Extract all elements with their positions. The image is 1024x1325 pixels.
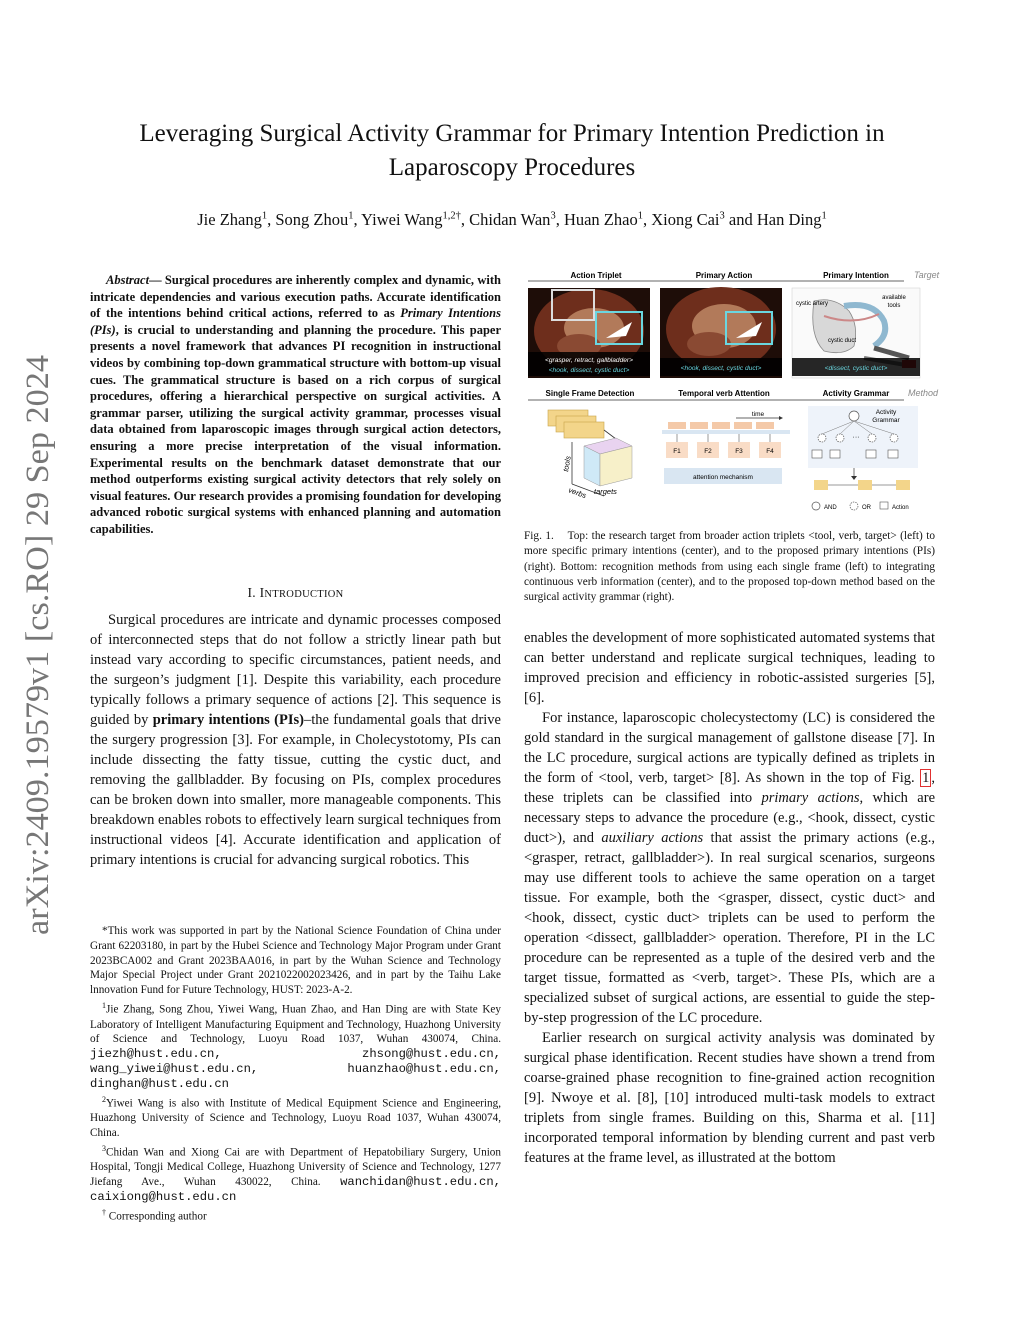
fig-method-label: Method xyxy=(908,388,939,398)
author: Xiong Cai$^3$ xyxy=(651,210,725,229)
abstract-text-cont: , is crucial to understanding and planning the procedure. This paper presents a novel framework that advances PI recognition in instructional videos by combining top-down grammatical structure with bottom-up visual cues. The grammatical structure is based on a rich corpus of surgical procedures, offering a hierarchical perspective on surgical activities. A grammar parser, utilizing the surgical activity grammar, processes visual data obtained from laparoscopic images through surgical action detectors, ensuring a more precise interpretation of the visual information. Experimental results on the benchmark dataset demonstrate that our method outperforms existing surgical activity detectors that rely solely on visual features. Our research provides a promising foundation for developing advanced robotic surgical systems with enhanced planning and automation capabilities. xyxy=(90,322,501,536)
laparoscopy-image-2 xyxy=(660,287,782,378)
grammar-title-1: Activity xyxy=(875,409,897,416)
temporal-attention-diagram xyxy=(662,411,790,484)
author: Yiwei Wang$^{1,2\dagger}$ xyxy=(361,210,461,229)
arxiv-stamp xyxy=(10,350,60,940)
caption-label: Fig. 1. xyxy=(524,530,554,542)
author: Jie Zhang$^1$ xyxy=(197,210,268,229)
legend-or: OR xyxy=(862,505,871,511)
fig-header-primary-action: Primary Action xyxy=(695,271,753,280)
feature-f2: F2 xyxy=(704,448,712,455)
author: Han Ding$^1$ xyxy=(756,210,827,229)
arxiv-stamp-text: arXiv:2409.19579v1 [cs.RO] 29 Sep 2024 xyxy=(20,375,56,935)
abstract-label: Abstract xyxy=(106,273,150,287)
cube-label-verbs: verbs xyxy=(567,485,588,501)
paragraph: Earlier research on surgical activity analysis was dominated by surgical phase identification. Recent studies have shown a trend from coarse-grained phase recognition to fine-grained action recognition [9]. Nwoye et al. [8], [10] introduced multi-task models to extract triplets from single frames. Building on this, Sharma et al. [11] incorporated temporal information by blending current and past verb features at the frame level, as illustrated at the bottom xyxy=(524,1030,935,1166)
fig-target-label: Target xyxy=(914,270,940,280)
key-term: primary intentions (PIs) xyxy=(152,712,304,728)
fig-header-activity-grammar: Activity Grammar xyxy=(822,389,890,398)
label-cystic-artery: cystic artery xyxy=(796,301,829,307)
laparoscopy-image-1 xyxy=(528,288,650,378)
feature-f1: F1 xyxy=(673,448,681,455)
author: Chidan Wan$^3$ xyxy=(469,210,556,229)
time-label: time xyxy=(751,411,765,418)
cube-label-tools: tools xyxy=(561,455,573,473)
footnotes xyxy=(90,924,501,1225)
abstract: Abstract— Surgical procedures are inherently complex and dynamic, with intricate dependencies and various execution paths. Accurate identification of the intentions behind critical actions, referred to as Primary Intentions (PIs), is crucial to understanding and planning the procedure. This paper presents a novel framework that advances PI recognition in instructional videos by combining top-down grammatical structure with bottom-up visual cues. The grammatical structure is based on a rich corpus of surgical procedures, offering a hierarchical perspective on surgical activities. A grammar parser, utilizing the surgical activity grammar, processes visual data obtained from laparoscopic images through surgical action detectors, ensuring a more precise interpretation of the visual information. Experimental results on the benchmark dataset demonstrate that our method outperforms existing surgical activity detectors that rely solely on visual features. Our research provides a promising foundation for developing advanced robotic surgical systems with enhanced planning and automation capabilities. xyxy=(90,273,502,536)
paragraph: For instance, laparoscopic cholecystectomy (LC) is considered the gold standard in the surgical management of gallstone disease [7]. In the LC procedure, surgical actions are typically defined as triplets in the form of <tool, verb, target> [8]. As shown in the top of Fig. 1 , these triplets can be classified into primary actions, which are necessary steps to advance the procedure (e.g., <hook, dissect, cystic duct>), and auxiliary actions that assist the primary actions (e.g., <grasper, retract, gallbladder>). In real surgical scenarios, surgeons may use different tools to achieve the same operation on a target tissue. For example, both the <grasper, dissect, cystic duct> and <hook, dissect, cystic duct> triplets can be used to perform the operation <dissect, gallbladder> operation. Therefore, PI in the LC procedure can be represented as a tuple of the desired verb and the target tissue, formatted as <verb, target>. These PIs, which are a specialized subset of surgical actions, are essential to guide the step-by-step progression of the LC procedure. xyxy=(524,710,936,1026)
label-tools: tools xyxy=(887,303,901,309)
fig-header-action-triplet: Action Triplet xyxy=(570,271,622,280)
feature-f3: F3 xyxy=(735,448,743,455)
primary-intention-illustration xyxy=(792,288,920,378)
grammar-title-2: Grammar xyxy=(872,417,900,424)
fig-header-single-frame: Single Frame Detection xyxy=(545,389,635,398)
paragraph: enables the development of more sophisticated automated systems that can better understand and replicate surgical techniques, leading to improved precision and efficiency in robotic-assisted surgeries [5], [6]. xyxy=(524,630,935,706)
img1-caption-2: <hook, dissect, cystic duct> xyxy=(548,367,630,374)
intro-paragraph: Surgical procedures are intricate and dynamic processes composed of interconnected steps that do not follow a strictly linear path but instead vary according to specific circumstances, patient needs, and the surgeon’s judgment [1]. Despite this variability, each procedure typically follows a primary sequence of actions [2]. This sequence is guided by primary intentions (PIs)–the fundamental goals that drive the surgery progression [3]. For example, in Cholecystotomy, PIs can include dissecting the fatty tissue, cutting the cystic duct, and removing the gallbladder. By focusing on PIs, complex procedures can be broken down into smaller, more manageable components. This breakdown enables robots to effectively learn surgical techniques from instructional videos [4]. Accurate identification and application of primary intentions is crucial for advancing surgical robotics. This xyxy=(90,612,501,868)
affiliation-note-1: $^1$Jie Zhang, Song Zhou, Yiwei Wang, Huan Zhao, and Han Ding are with State Key Laboratory of Intelligent Manufacturing Equipment and Technology, Huazhong University of Science and Technology, Luoyu Road 1037, Wuhan 430074, China. jiezh@hust.edu.cn, zhsong@hust.edu.cn, wang_yiwei@hust.edu.cn, huanzhao@hust.edu.cn, dinghan@hust.edu.cn xyxy=(90,1000,501,1091)
img2-caption: <hook, dissect, cystic duct> xyxy=(680,365,762,372)
legend-and: AND xyxy=(824,505,837,511)
single-frame-cube xyxy=(548,410,632,500)
author: Song Zhou$^1$ xyxy=(275,210,354,229)
affiliation-note-3: $^3$Chidan Wan and Xiong Cai are with Department of Hepatobiliary Surgery, Union Hospital, Tongji Medical College, Huazhong University of Science and Technology, 1277 Jiefang Ave., Wuhan 430022, China. wanchidan@hust.edu.cn, caixiong@hust.edu.cn xyxy=(90,1143,501,1204)
email-list: wanchidan@hust.edu.cn, caixiong@hust.edu.cn xyxy=(90,1174,501,1204)
right-column xyxy=(524,628,935,1168)
corresponding-note: † Corresponding author xyxy=(102,1207,207,1223)
grammar-ellipsis: ··· xyxy=(852,434,860,441)
caption-text: Top: the research target from broader action triplets <tool, verb, target> (left) to more specific primary intentions (center), and to the proposed primary intentions (PIs) (right). Bottom: recognition methods from using each single frame (left) to integrating continuous verb information (center), and to the proposed top-down method based on the surgical activity grammar (right). xyxy=(524,530,935,604)
label-cystic-duct: cystic duct xyxy=(827,338,857,344)
fig-header-temporal-verb: Temporal verb Attention xyxy=(678,389,770,398)
fig-header-primary-intention: Primary Intention xyxy=(823,271,889,280)
feature-f4: F4 xyxy=(766,448,774,455)
abstract-term: Primary Intentions (PIs) xyxy=(90,306,501,337)
activity-grammar-tree xyxy=(808,406,918,511)
figure-1 xyxy=(524,266,940,528)
figure-ref-link[interactable]: 1 xyxy=(922,770,930,786)
author: Huan Zhao$^1$ xyxy=(563,210,643,229)
section-heading: I. INTRODUCTION xyxy=(247,585,344,600)
legend-action: Action xyxy=(892,505,909,511)
img1-caption-1: <grasper, retract, gallbladder> xyxy=(545,357,633,364)
figure-caption xyxy=(524,529,935,605)
funding-note: *This work was supported in part by the National Science Foundation of China under Grant 62203180, in part by the Hubei Science and Technology Major Program under Grant 2023BCA002 and Grant 2023BAA016, in part by the Wuhan Science and Technology Major Special Project under Grant 2021022002023426, and in part by the Taihu Lake lnnovation Fund for Future Technology, HUST: 2023-A-2. xyxy=(90,925,501,997)
img3-caption: <dissect, cystic duct> xyxy=(824,365,888,372)
label-available: available xyxy=(882,295,906,301)
email-list: jiezh@hust.edu.cn, zhsong@hust.edu.cn, wang_yiwei@hust.edu.cn, huanzhao@hust.edu.cn, dinghan@hust.edu.cn xyxy=(90,1047,501,1091)
cube-label-targets: targets xyxy=(594,487,617,496)
author-list: Jie Zhang$^1$, Song Zhou$^1$, Yiwei Wang$^{1,2\dagger}$, Chidan Wan$^3$, Huan Zhao$^1$, Xiong Cai$^3$ and Han Ding$^1$ xyxy=(197,210,827,229)
abstract-text: Surgical procedures are inherently complex and dynamic, with intricate dependencies and various execution paths. Accurate identification of the intentions behind critical actions, referred to as xyxy=(90,273,502,321)
attention-mechanism-label: attention mechanism xyxy=(693,474,753,481)
paper-title: Leveraging Surgical Activity Grammar for Primary Intention Prediction in Laparoscopy Procedures xyxy=(139,120,885,181)
affiliation-note-2: $^2$Yiwei Wang is also with Institute of Medical Equipment Science and Engineering, Huazhong University of Science and Technology, Luoyu Road 1037, Wuhan 430074, China. xyxy=(90,1094,501,1139)
